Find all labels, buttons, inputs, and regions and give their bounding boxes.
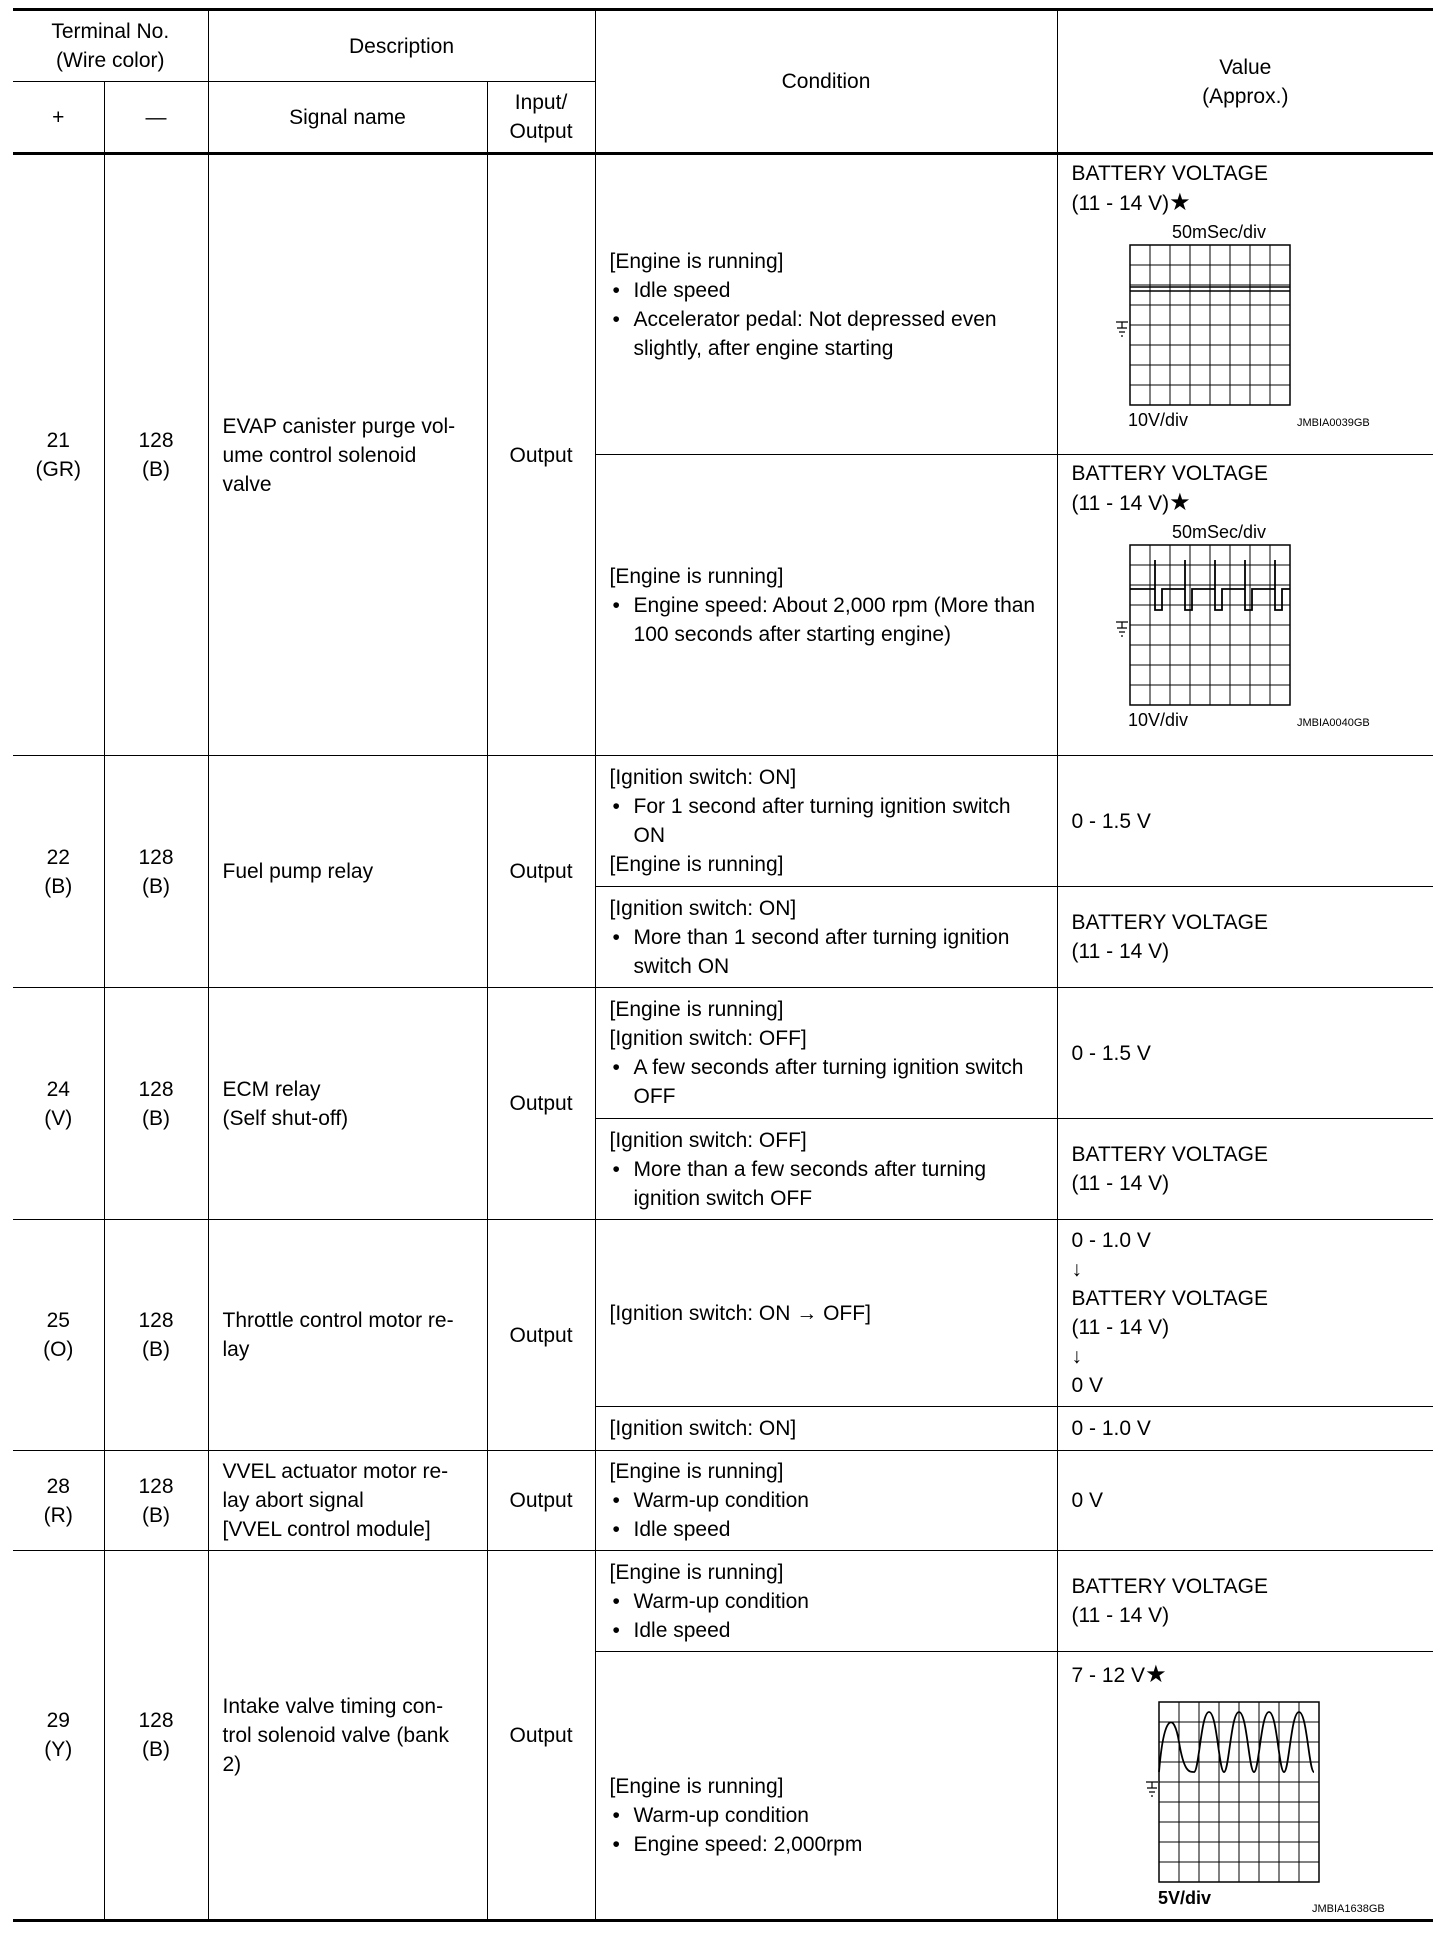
- terminal-number: 29: [46, 1709, 70, 1732]
- io-cell: Output: [487, 154, 595, 756]
- condition-bullet: • Engine speed: 2,000rpm: [610, 1830, 1047, 1859]
- condition-bullet: • Warm-up condition: [610, 1587, 1047, 1616]
- figure-ref: JMBIA0040GB: [1296, 717, 1370, 729]
- condition-header: [Engine is running]: [609, 249, 784, 273]
- condition-cell: [595, 1551, 1057, 1652]
- signal-name-cell: [208, 1451, 487, 1551]
- table-row: [13, 154, 1433, 455]
- input-label: Input/: [514, 91, 568, 114]
- value-line: (11 - 14 V): [1071, 492, 1170, 515]
- value-cell: [1057, 1551, 1433, 1652]
- condition-cell: [595, 988, 1057, 1119]
- terminal-number: 128: [138, 1474, 174, 1498]
- condition-header: [Engine is running]: [609, 1775, 784, 1798]
- minus-terminal-cell: [104, 756, 208, 988]
- output-label: Output: [509, 120, 573, 143]
- value-line: 7 - 12 V: [1071, 1664, 1146, 1687]
- value-cell: [1057, 1652, 1433, 1921]
- value-cell: [1057, 887, 1433, 988]
- down-arrow-icon: ↓: [1071, 1345, 1083, 1368]
- signal-name-cell: [208, 1220, 487, 1451]
- value-line: BATTERY VOLTAGE: [1071, 1143, 1268, 1166]
- value-line-with-star: [1072, 1660, 1426, 1690]
- star-icon: ★: [1169, 489, 1191, 516]
- minus-terminal-cell: [104, 1551, 208, 1921]
- condition-cell: [595, 756, 1057, 887]
- value-line: 0 - 1.0 V: [1071, 1229, 1151, 1252]
- signal-name-line: trol solenoid valve (bank: [222, 1723, 449, 1747]
- minus-terminal-cell: [104, 1451, 208, 1551]
- signal-name-line: valve: [222, 472, 272, 496]
- condition-header: [Engine is running]: [609, 853, 784, 876]
- terminal-number: 24: [46, 1077, 70, 1101]
- condition-cell: [595, 1119, 1057, 1220]
- wire-color: (B): [142, 874, 170, 898]
- terminal-number: 128: [138, 845, 174, 869]
- condition-cell: [595, 1652, 1057, 1921]
- value-line-with-star: [1072, 488, 1426, 518]
- value-line: 0 - 1.0 V: [1071, 1417, 1151, 1440]
- signal-name-cell: [208, 988, 487, 1220]
- condition-bullet: • More than 1 second after turning ignition switch ON: [610, 923, 1047, 981]
- condition-header: [Ignition switch: ON]: [609, 766, 797, 789]
- terminal-number: 25: [46, 1309, 70, 1332]
- volt-div-label: 10V/div: [1127, 710, 1188, 730]
- condition-cell: [595, 154, 1057, 455]
- condition-cell: [595, 1451, 1057, 1551]
- description-header: Description: [208, 10, 595, 82]
- signal-name-line: Intake valve timing con-: [222, 1694, 444, 1718]
- value-cell: [1057, 1451, 1433, 1551]
- value-line: BATTERY VOLTAGE: [1071, 462, 1268, 485]
- io-cell: Output: [487, 1220, 595, 1451]
- condition-bullet: • A few seconds after turning ignition switch OFF: [610, 1053, 1047, 1111]
- terminal-number: 128: [138, 1309, 174, 1332]
- wire-color: (GR): [35, 458, 81, 481]
- io-cell: Output: [487, 756, 595, 988]
- oscilloscope-flat-waveform: [1072, 220, 1402, 430]
- signal-name-line: ume control solenoid: [222, 443, 417, 467]
- wire-color: (B): [142, 458, 170, 481]
- condition-bullet: • Idle speed: [610, 276, 1047, 305]
- figure-ref: JMBIA1638GB: [1311, 1903, 1385, 1914]
- signal-name-line: lay abort signal: [222, 1489, 364, 1512]
- signal-name-line: [VVEL control module]: [222, 1518, 431, 1541]
- condition-header: Condition: [595, 10, 1057, 154]
- io-header: [487, 82, 595, 154]
- minus-terminal-cell: [104, 1220, 208, 1451]
- terminal-no-header: [13, 10, 208, 82]
- value-line: (11 - 14 V): [1071, 1316, 1170, 1339]
- condition-header: [Ignition switch: ON]: [609, 1417, 797, 1440]
- plus-terminal-cell: [13, 1551, 104, 1921]
- io-cell: Output: [487, 988, 595, 1220]
- wire-color: (V): [44, 1106, 73, 1130]
- value-cell: [1057, 988, 1433, 1119]
- plus-terminal-cell: [13, 154, 104, 756]
- plus-terminal-cell: [13, 988, 104, 1220]
- plus-terminal-cell: [13, 1220, 104, 1451]
- terminal-number: 128: [138, 429, 174, 452]
- condition-header: [Engine is running]: [609, 564, 784, 588]
- value-line: 0 - 1.5 V: [1071, 809, 1151, 833]
- value-line: 0 - 1.5 V: [1071, 1041, 1151, 1065]
- value-line: 0 V: [1071, 1374, 1104, 1397]
- signal-name-cell: [208, 154, 487, 756]
- condition-bullet: • Warm-up condition: [610, 1486, 1047, 1515]
- value-line: BATTERY VOLTAGE: [1071, 1575, 1268, 1598]
- condition-bullet: • Engine speed: About 2,000 rpm (More than 100 seconds after starting engine): [610, 591, 1047, 649]
- signal-name-line: Throttle control motor re-: [222, 1309, 454, 1332]
- volt-div-label: 10V/div: [1127, 410, 1188, 430]
- condition-bullet: • Idle speed: [610, 1616, 1047, 1645]
- value-header: [1057, 10, 1433, 154]
- signal-name-line: 2): [222, 1752, 242, 1776]
- io-cell: Output: [487, 1451, 595, 1551]
- value-line: (11 - 14 V): [1071, 940, 1170, 963]
- oscilloscope-sine-waveform: [1072, 1692, 1412, 1914]
- wire-color: (B): [142, 1738, 170, 1761]
- minus-terminal-cell: [104, 988, 208, 1220]
- io-cell: Output: [487, 1551, 595, 1921]
- wire-color: (B): [44, 874, 73, 898]
- condition-bullet: • For 1 second after turning ignition switch ON: [610, 792, 1047, 850]
- condition-bullet: • Warm-up condition: [610, 1801, 1047, 1830]
- terminal-number: 22: [46, 845, 70, 869]
- terminal-number: 128: [138, 1709, 174, 1732]
- condition-header: [Engine is running]: [609, 998, 784, 1021]
- wire-color: (B): [142, 1503, 170, 1527]
- value-line: (11 - 14 V): [1071, 1604, 1170, 1627]
- plus-terminal-cell: [13, 1451, 104, 1551]
- star-icon: ★: [1145, 1661, 1167, 1688]
- terminal-number: 128: [138, 1077, 174, 1101]
- value-cell: [1057, 1407, 1433, 1451]
- wire-color-label: (Wire color): [56, 49, 165, 72]
- condition-header: [Ignition switch: ON]: [609, 896, 797, 920]
- condition-cell: [595, 887, 1057, 988]
- condition-header: [Ignition switch: OFF]: [609, 1128, 807, 1152]
- signal-name-line: EVAP canister purge vol-: [222, 414, 456, 438]
- wire-color: (O): [43, 1338, 74, 1361]
- volt-div-label: 5V/div: [1157, 1888, 1211, 1908]
- signal-name-header: Signal name: [208, 82, 487, 154]
- terminal-no-label: Terminal No.: [51, 20, 170, 43]
- figure-ref: JMBIA0039GB: [1296, 417, 1370, 429]
- value-cell: [1057, 1220, 1433, 1407]
- table-row: [13, 1551, 1433, 1652]
- signal-name-line: VVEL actuator motor re-: [222, 1460, 449, 1483]
- value-cell: [1057, 1119, 1433, 1220]
- wire-color: (B): [142, 1338, 170, 1361]
- value-line: 0 V: [1071, 1489, 1104, 1512]
- signal-name-cell: [208, 1551, 487, 1921]
- terminal-spec-table: [13, 8, 1433, 1922]
- condition-header: [Engine is running]: [609, 1460, 784, 1483]
- condition-cell: [595, 1220, 1057, 1407]
- condition-cell: [595, 1407, 1057, 1451]
- wire-color: (Y): [44, 1738, 73, 1761]
- header-row-1: [13, 10, 1433, 82]
- condition-header: [Ignition switch: OFF]: [609, 1027, 807, 1050]
- value-line: BATTERY VOLTAGE: [1071, 1287, 1268, 1310]
- table-row: [13, 988, 1433, 1119]
- minus-terminal-cell: [104, 154, 208, 756]
- signal-name-cell: Fuel pump relay: [208, 756, 487, 988]
- condition-bullet: • More than a few seconds after turning ignition switch OFF: [610, 1155, 1047, 1213]
- star-icon: ★: [1169, 189, 1191, 216]
- value-cell: [1057, 154, 1433, 455]
- value-line-with-star: [1072, 188, 1426, 218]
- condition-cell: [595, 455, 1057, 756]
- approx-label: (Approx.): [1202, 84, 1289, 108]
- terminal-number: 28: [46, 1474, 70, 1498]
- wire-color: (R): [43, 1503, 73, 1527]
- value-line: BATTERY VOLTAGE: [1071, 162, 1268, 185]
- table-row: [13, 756, 1433, 887]
- minus-header: —: [104, 82, 208, 154]
- table-row: [13, 1220, 1433, 1407]
- plus-terminal-cell: [13, 756, 104, 988]
- down-arrow-icon: ↓: [1071, 1258, 1083, 1281]
- value-line: (11 - 14 V): [1071, 1172, 1170, 1195]
- value-cell: [1057, 756, 1433, 887]
- value-cell: [1057, 455, 1433, 756]
- value-line: (11 - 14 V): [1071, 192, 1170, 215]
- condition-bullet: • Idle speed: [610, 1515, 1047, 1544]
- signal-name-line: (Self shut-off): [222, 1106, 349, 1130]
- value-label: Value: [1219, 55, 1272, 79]
- value-line: BATTERY VOLTAGE: [1071, 911, 1268, 934]
- terminal-number: 21: [46, 429, 70, 452]
- wire-color: (B): [142, 1106, 170, 1130]
- condition-bullet: • Accelerator pedal: Not depressed even slightly, after engine starting: [610, 305, 1047, 363]
- plus-header: +: [13, 82, 104, 154]
- signal-name-line: ECM relay: [222, 1077, 321, 1101]
- signal-name-line: lay: [222, 1338, 250, 1361]
- time-div-label: 50mSec/div: [1171, 222, 1266, 242]
- condition-header: [Ignition switch: ON → OFF]: [609, 1301, 871, 1325]
- time-div-label: 50mSec/div: [1171, 522, 1266, 542]
- oscilloscope-pulse-waveform: [1072, 520, 1402, 730]
- table-row: [13, 1451, 1433, 1551]
- condition-header: [Engine is running]: [609, 1560, 784, 1584]
